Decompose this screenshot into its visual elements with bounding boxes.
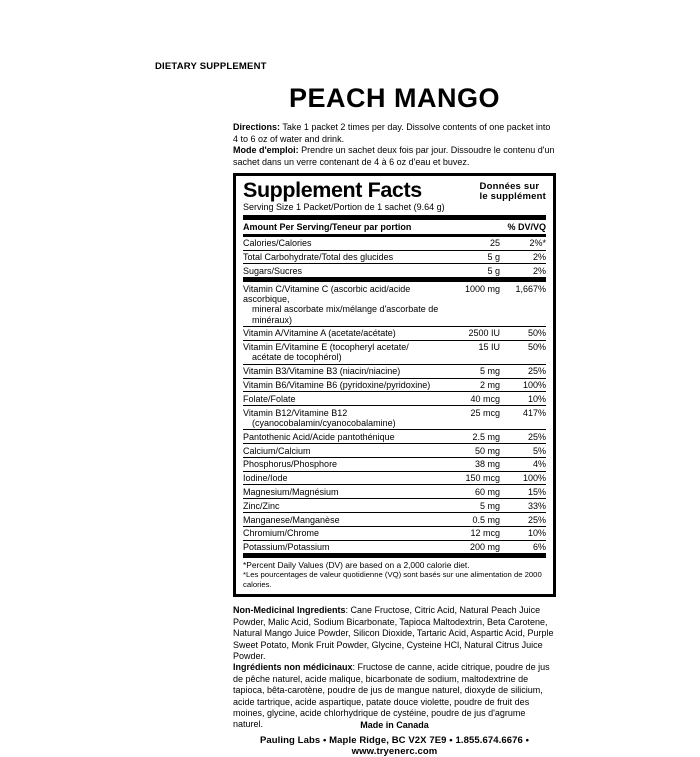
ingredients-text-en: : Cane Fructose, Citric Acid, Natural Peach Juice Powder, Malic Acid, Sodium Bicarbonate, Tapioca Maltodextrin, Beta Carotene, Natural Mango Juice Powder, Silicon Dioxide, Tartaric Acid, Aspartic Acid, Purple Sweet Potato, Monk Fruit Powder, Glycine, Cysteine HCl, Natural Citrus Juice Powder. xyxy=(233,605,554,662)
ingredients-text-fr: : Fructose de canne, acide citrique, poudre de jus de pêche naturel, acide malique, bicarbonate de sodium, maltodextrine de tapioca, bêta-carotène, poudre de jus de mangue naturel, dioxyde de silicium, acide tartrique, acide aspartique, patate douce violette, poudre de fruit des moines, glycine, acide chlorhydrique de cystéine, poudre de jus d'agrume naturel. xyxy=(233,662,550,730)
nutrient-row xyxy=(243,513,546,526)
footnote-fr: *Les pourcentages de valeur quotidienne (VQ) sont basés sur une alimentation de 2000 calories. xyxy=(243,570,542,589)
dietary-supplement-eyebrow: DIETARY SUPPLEMENT xyxy=(155,61,267,72)
made-in-canada: Made in Canada xyxy=(360,719,429,730)
nutrient-row xyxy=(243,444,546,457)
nutrient-amount: 50 mg xyxy=(474,445,500,456)
nutrient-dv: 50% xyxy=(527,328,546,339)
amount-per-serving-header: Amount Per Serving/Teneur par portion xyxy=(243,222,412,232)
nutrient-name: Vitamin A/Vitamine A (acetate/acétate) xyxy=(243,328,396,339)
percent-dv-header: % DV/VQ xyxy=(507,222,546,232)
nutrient-amount: 25 xyxy=(489,238,500,249)
nutrient-name: Vitamin E/Vitamine E (tocopheryl acetate/ acétate de tocophérol) xyxy=(243,342,409,363)
nutrient-name: Manganese/Manganèse xyxy=(243,514,340,525)
nutrient-name: Chromium/Chrome xyxy=(243,528,320,539)
nutrient-amount: 200 mg xyxy=(469,542,500,553)
facts-heading xyxy=(243,179,546,201)
nutrient-dv: 25% xyxy=(527,366,546,377)
nutrient-dv: 25% xyxy=(527,514,546,525)
nutrient-amount: 150 mcg xyxy=(465,473,500,484)
nutrient-amount: 5 g xyxy=(487,252,500,263)
directions-block xyxy=(233,122,556,168)
footnote-en: *Percent Daily Values (DV) are based on a 2,000 calorie diet. xyxy=(243,560,470,571)
nutrient-amount: 1000 mg xyxy=(464,283,500,294)
nutrient-row xyxy=(243,541,546,554)
nutrient-dv: 4% xyxy=(532,459,546,470)
nutrient-dv: 417% xyxy=(522,407,546,418)
company-contact-line: Pauling Labs • Maple Ridge, BC V2X 7E9 • 1.855.674.6676 • www.tryenerc.com xyxy=(259,734,530,757)
nutrient-amount: 2.5 mg xyxy=(472,431,500,442)
nutrient-name: Pantothenic Acid/Acide pantothénique xyxy=(243,431,395,442)
nutrient-amount: 0.5 mg xyxy=(472,514,500,525)
nutrient-amount: 5 mg xyxy=(479,500,500,511)
label-content xyxy=(233,84,556,757)
nutrient-dv: 50% xyxy=(527,342,546,353)
supplement-facts-panel xyxy=(233,173,556,597)
nutrient-dv: 25% xyxy=(527,431,546,442)
directions-label-en: Directions: xyxy=(233,122,281,132)
nutrient-dv: 5% xyxy=(532,445,546,456)
nutrient-row xyxy=(243,406,546,429)
nutrient-amount: 5 mg xyxy=(479,366,500,377)
nutrient-name: Magnesium/Magnésium xyxy=(243,486,339,497)
non-medicinal-ingredients-en xyxy=(233,605,556,662)
nutrient-row xyxy=(243,341,546,364)
nutrient-row xyxy=(243,499,546,512)
nutrient-row xyxy=(243,365,546,378)
nutrient-rows xyxy=(243,237,546,554)
nutrient-row xyxy=(243,282,546,326)
nutrient-row xyxy=(243,264,546,277)
nutrient-amount: 60 mg xyxy=(474,486,500,497)
nutrient-name: Iodine/Iode xyxy=(243,473,288,484)
product-flavor-title: PEACH MANGO xyxy=(288,83,500,113)
nutrient-name: Zinc/Zinc xyxy=(243,500,280,511)
nutrient-dv: 2% xyxy=(532,265,546,276)
nutrient-dv: 10% xyxy=(527,528,546,539)
nutrient-name: Vitamin B3/Vitamine B3 (niacin/niacine) xyxy=(243,366,401,377)
nutrient-dv: 1,667% xyxy=(515,283,546,294)
nutrient-row xyxy=(243,379,546,392)
ingredients-label-fr: Ingrédients non médicinaux xyxy=(233,662,353,673)
facts-footnotes xyxy=(243,558,546,589)
nutrient-name: Potassium/Potassium xyxy=(243,542,330,553)
nutrient-name: Calcium/Calcium xyxy=(243,445,311,456)
nutrient-amount: 5 g xyxy=(487,265,500,276)
nutrient-row xyxy=(243,251,546,264)
nutrient-amount: 25 mcg xyxy=(470,407,500,418)
directions-text-fr: Prendre un sachet deux fois par jour. Dissoudre le contenu d'un sachet dans un verre contenant de 4 à 6 oz d'eau et buvez. xyxy=(233,145,555,167)
nutrient-amount: 2500 IU xyxy=(468,328,500,339)
directions-label-fr: Mode d'emploi: xyxy=(233,145,299,155)
nutrient-row xyxy=(243,237,546,250)
nutrient-amount: 2 mg xyxy=(479,380,500,391)
nutrient-name: Total Carbohydrate/Total des glucides xyxy=(243,252,394,263)
facts-column-header xyxy=(243,220,546,234)
nutrient-row xyxy=(243,458,546,471)
ingredients-label-en: Non-Medicinal Ingredients xyxy=(233,605,346,616)
facts-title-fr: Données sur le supplément xyxy=(479,181,546,202)
nutrient-amount: 12 mcg xyxy=(470,528,500,539)
facts-title-en: Supplement Facts xyxy=(243,178,422,202)
nutrient-name: Vitamin B6/Vitamine B6 (pyridoxine/pyridoxine) xyxy=(243,380,431,391)
serving-size: Serving Size 1 Packet/Portion de 1 sachet (9.64 g) xyxy=(243,202,445,212)
nutrient-dv: 15% xyxy=(527,486,546,497)
nutrient-dv: 100% xyxy=(522,473,546,484)
nutrient-name: Sugars/Sucres xyxy=(243,265,303,276)
directions-text-en: Take 1 packet 2 times per day. Dissolve contents of one packet into 4 to 6 oz of water and drink. xyxy=(233,122,551,144)
nutrient-row xyxy=(243,430,546,443)
nutrient-row xyxy=(243,327,546,340)
nutrient-dv: 2%* xyxy=(529,238,546,249)
nutrient-name: Vitamin B12/Vitamine B12 (cyanocobalamin/cyanocobalamine) xyxy=(243,407,396,428)
nutrient-row xyxy=(243,392,546,405)
nutrient-amount: 38 mg xyxy=(474,459,500,470)
nutrient-dv: 10% xyxy=(527,393,546,404)
nutrient-name: Vitamin C/Vitamine C (ascorbic acid/acide ascorbique, mineral ascorbate mix/mélange d'ascorbate de minéraux) xyxy=(243,283,439,325)
nutrient-row xyxy=(243,485,546,498)
nutrient-row xyxy=(243,472,546,485)
nutrient-row xyxy=(243,527,546,540)
nutrient-name: Calories/Calories xyxy=(243,238,312,249)
nutrient-dv: 6% xyxy=(532,542,546,553)
nutrient-amount: 40 mcg xyxy=(470,393,500,404)
nutrient-dv: 33% xyxy=(527,500,546,511)
nutrient-name: Folate/Folate xyxy=(243,393,296,404)
nutrient-dv: 100% xyxy=(522,380,546,391)
nutrient-dv: 2% xyxy=(532,252,546,263)
nutrient-name: Phosphorus/Phosphore xyxy=(243,459,338,470)
nutrient-amount: 15 IU xyxy=(478,342,500,353)
